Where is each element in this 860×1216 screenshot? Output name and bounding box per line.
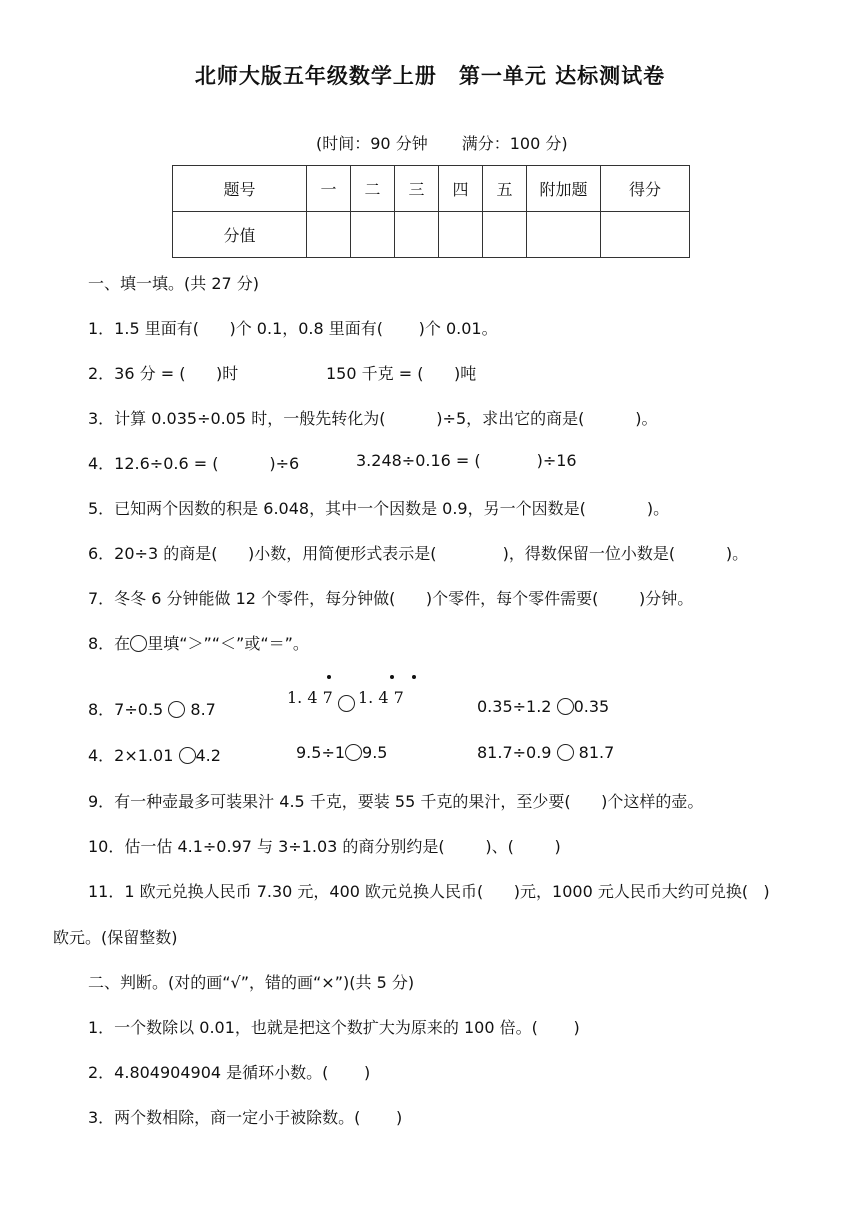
compare-left: 81.7÷0.9 — [477, 743, 552, 762]
score-table — [172, 165, 690, 258]
score-table-header-row — [173, 166, 690, 212]
question-1-11-continued: 欧元。(保留整数) — [53, 928, 178, 947]
compare-right: 4.2 — [195, 746, 221, 765]
score-cell[interactable] — [439, 212, 483, 258]
table-header-cell: 得分 — [601, 166, 690, 212]
question-1-6: 6．20÷3 的商是( )小数，用简便形式表示是( )，得数保留一位小数是( )。 — [88, 544, 749, 563]
exam-info — [316, 131, 568, 154]
question-2-3: 3．两个数相除，商一定小于被除数。( ) — [88, 1108, 403, 1127]
circle-icon — [130, 635, 147, 652]
compare-circle[interactable] — [557, 698, 574, 715]
score-cell[interactable] — [395, 212, 439, 258]
compare-item-1 — [88, 697, 216, 720]
compare-circle[interactable] — [338, 695, 355, 712]
table-header-cell: 三 — [395, 166, 439, 212]
table-header-cell: 一 — [307, 166, 351, 212]
table-row-label: 分值 — [173, 212, 307, 258]
repeat-dot-icon — [327, 675, 331, 679]
compare-item-6 — [477, 743, 614, 762]
compare-circle[interactable] — [179, 747, 196, 764]
question-2-2: 2．4.804904904 是循环小数。( ) — [88, 1063, 371, 1082]
question-1-1: 1．1.5 里面有( )个 0.1，0.8 里面有( )个 0.01。 — [88, 319, 498, 338]
compare-right: 0.35 — [573, 697, 610, 716]
section-2-heading: 二、判断。(对的画“√”，错的画“×”)(共 5 分) — [88, 973, 415, 992]
question-1-5: 5．已知两个因数的积是 6.048，其中一个因数是 0.9，另一个因数是( )。 — [88, 499, 670, 518]
score-cell[interactable] — [351, 212, 395, 258]
score-cell[interactable] — [527, 212, 601, 258]
compare-circle[interactable] — [168, 701, 185, 718]
compare-right: 8.7 — [185, 700, 216, 719]
compare-item-3 — [477, 697, 609, 716]
question-1-2b: 150 千克 = ( )吨 — [326, 364, 477, 383]
repeat-dot-icon — [412, 675, 416, 679]
table-header-cell: 四 — [439, 166, 483, 212]
compare-right: 81.7 — [573, 743, 615, 762]
full-score: 满分：100 分) — [461, 134, 568, 153]
table-header-cell: 五 — [483, 166, 527, 212]
compare-left: 9.5÷1 — [296, 743, 346, 762]
question-1-2a: 2．36 分 = ( )时 — [88, 364, 239, 383]
section-1-heading: 一、填一填。(共 27 分) — [88, 274, 260, 293]
question-1-8-post: 里填“＞”“＜”或“＝”。 — [147, 634, 309, 653]
question-1-4b: 3.248÷0.16 = ( )÷16 — [356, 451, 577, 470]
table-header-cell: 附加题 — [527, 166, 601, 212]
time-limit: (时间：90 分钟 — [316, 134, 428, 153]
compare-circle[interactable] — [557, 744, 574, 761]
repeating-decimal-right: 1. 4 7 — [358, 688, 404, 707]
table-header-cell: 二 — [351, 166, 395, 212]
compare-left: 0.35÷1.2 — [477, 697, 552, 716]
compare-right: 9.5 — [362, 743, 388, 762]
question-2-1: 1．一个数除以 0.01，也就是把这个数扩大为原来的 100 倍。( ) — [88, 1018, 580, 1037]
question-1-3: 3．计算 0.035÷0.05 时，一般先转化为( )÷5，求出它的商是( )。 — [88, 409, 658, 428]
question-1-10: 10．估一估 4.1÷0.97 与 3÷1.03 的商分别约是( )、( ) — [88, 837, 561, 856]
page-title: 北师大版五年级数学上册 第一单元 达标测试卷 — [194, 64, 666, 88]
question-1-4a: 4．12.6÷0.6 = ( )÷6 — [88, 454, 300, 473]
compare-item-5 — [296, 743, 387, 762]
compare-left: 4．2×1.01 — [88, 746, 174, 765]
score-cell[interactable] — [483, 212, 527, 258]
score-cell[interactable] — [601, 212, 690, 258]
question-1-8 — [88, 631, 309, 654]
repeat-dot-icon — [390, 675, 394, 679]
score-table-value-row — [173, 212, 690, 258]
score-cell[interactable] — [307, 212, 351, 258]
table-header-cell: 题号 — [173, 166, 307, 212]
repeating-decimal-left: 1. 4 7 — [287, 688, 333, 707]
question-1-9: 9．有一种壶最多可装果汁 4.5 千克，要装 55 千克的果汁，至少要( )个这样的壶。 — [88, 792, 704, 811]
compare-circle[interactable] — [345, 744, 362, 761]
compare-left: 8．7÷0.5 — [88, 700, 164, 719]
question-1-8-pre: 8．在 — [88, 634, 131, 653]
question-1-7: 7．冬冬 6 分钟能做 12 个零件，每分钟做( )个零件，每个零件需要( )分钟。 — [88, 589, 694, 608]
question-1-11: 11．1 欧元兑换人民币 7.30 元，400 欧元兑换人民币( )元，1000 元人民币大约可兑换( ) — [88, 882, 770, 901]
compare-item-4 — [88, 743, 221, 766]
